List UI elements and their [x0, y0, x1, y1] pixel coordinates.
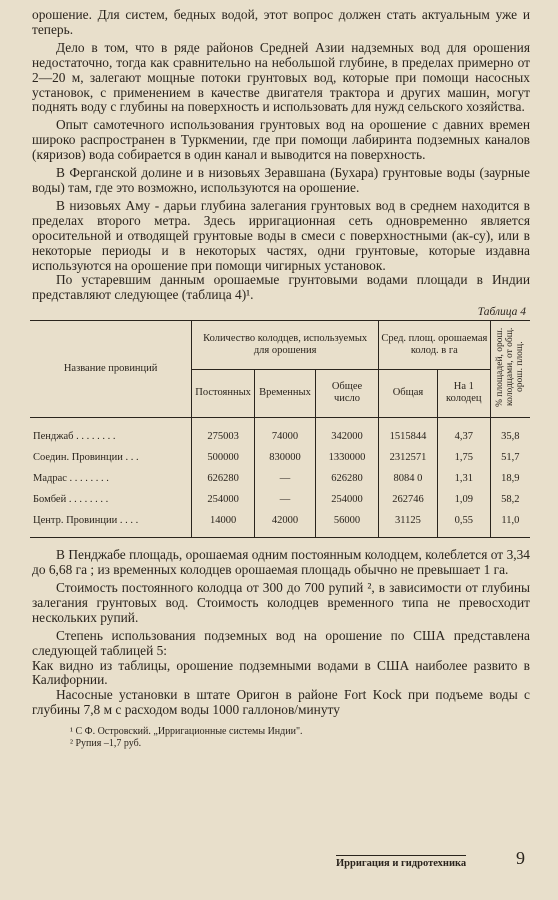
value-cell-per: 1,09: [437, 489, 490, 510]
value-cell-per: 1,31: [437, 468, 490, 489]
value-cell-temp: —: [254, 468, 315, 489]
paragraph: Как видно из таблицы, орошение подземными водами в США наиболее развито в Калифорнии.: [32, 657, 530, 688]
table-row: [30, 489, 530, 510]
value-cell-area: 262746: [379, 489, 438, 510]
value-cell-pct: 51,7: [490, 447, 530, 468]
table-header-row: [30, 321, 530, 370]
value-cell-perm: 275003: [192, 418, 255, 448]
header-temporary: Временных: [254, 369, 315, 418]
table-row: [30, 418, 530, 448]
value-cell-per: 0,55: [437, 510, 490, 538]
value-cell-total: 56000: [315, 510, 378, 538]
value-cell-temp: 42000: [254, 510, 315, 538]
footnotes: [32, 726, 530, 750]
paragraph: В низовьях Аму - дарьи глубина залегания грунтовых вод в среднем находится в пределах второго метра. Здесь ирригационная сеть одновременно является оросительной и отводящей грунтовые воды в смеси с поверхностными (ак-су), или в некоторые периоды и в некоторых частях, одни грунтовые, которые издавна используются на орошение при помощи чигирных установок.: [32, 197, 530, 273]
header-area-total: Общая: [379, 369, 438, 418]
paragraph: В Пенджабе площадь, орошаемая одним постоянным колодцем, колеблется от 3,34 до 6,68 га ; из временных колодцев орошаемая площадь обычно не превышает 1 га.: [32, 547, 530, 578]
table-row: [30, 447, 530, 468]
province-cell: Пенджаб . . . . . . . .: [33, 430, 116, 442]
value-cell-per: 1,75: [437, 447, 490, 468]
value-cell-temp: 830000: [254, 447, 315, 468]
value-cell-pct: 18,9: [490, 468, 530, 489]
running-footer: Ирригация и гидротехника: [336, 855, 466, 869]
data-table: [30, 320, 530, 538]
paragraph: В Ферганской долине и в низовьях Зеравшана (Бухара) грунтовые воды (заурные воды) там, где это возможно, используются на орошение.: [32, 165, 530, 195]
value-cell-perm: 254000: [192, 489, 255, 510]
paragraph: По устаревшим данным орошаемые грунтовыми водами площади в Индии представляют следующее (таблица 4)¹.: [32, 272, 530, 303]
paragraph: Опыт самотечного использования грунтовых вод на орошение с давних времен широко распространен в Туркмении, где при помощи лабиринта подземных каналов (кяризов) вода собирается в один канал и выводится на поверхность.: [32, 117, 530, 163]
value-cell-temp: 74000: [254, 418, 315, 448]
table-caption: Таблица 4: [477, 306, 526, 319]
header-area-group: Сред. площ. орошаемая колод. в га: [379, 321, 491, 370]
table-row: [30, 468, 530, 489]
value-cell-perm: 626280: [192, 468, 255, 489]
value-cell-total: 626280: [315, 468, 378, 489]
value-cell-perm: 14000: [192, 510, 255, 538]
province-cell: Бомбей . . . . . . . .: [33, 493, 109, 505]
paragraph: Стоимость постоянного колодца от 300 до 700 рупий ², в зависимости от глубины залегания грунтовых вод. Стоимость колодцев временного типа не превосходит нескольких рупий.: [32, 580, 530, 625]
value-cell-perm: 500000: [192, 447, 255, 468]
header-province: Название провинций: [30, 321, 192, 418]
footnote: ¹ С Ф. Островский. „Ирригационные системы Индии".: [70, 726, 303, 738]
value-cell-total: 342000: [315, 418, 378, 448]
header-wells-group: Количество колодцев, используемых для орошения: [192, 321, 379, 370]
header-total: Общее число: [315, 369, 378, 418]
footnote: ² Рупия –1,7 руб.: [70, 738, 142, 750]
value-cell-total: 1330000: [315, 447, 378, 468]
value-cell-per: 4,37: [437, 418, 490, 448]
paragraph: Дело в том, что в ряде районов Средней Азии надземных вод для орошения недостаточно, тогда как сравнительно на небольшой глубине, в пределах примерно от 2—20 м, залегают мощные потоки грунтовых вод, которые при помощи насосных установок, с применением в качестве двигателя трактора и других машин, могут поднять воду с глубины на поверхность и использовать для нужд сельского хозяйства.: [32, 39, 530, 115]
value-cell-total: 254000: [315, 489, 378, 510]
header-percent: % площадей, орош. колодцами, от общ. орош. площ.: [490, 321, 530, 418]
value-cell-area: 31125: [379, 510, 438, 538]
value-cell-temp: —: [254, 489, 315, 510]
value-cell-area: 1515844: [379, 418, 438, 448]
value-cell-pct: 35,8: [490, 418, 530, 448]
province-cell: Мадрас . . . . . . . .: [33, 472, 109, 484]
value-cell-pct: 58,2: [490, 489, 530, 510]
header-permanent: Постоянных: [192, 369, 255, 418]
value-cell-pct: 11,0: [490, 510, 530, 538]
province-cell: Центр. Провинции . . . .: [33, 514, 139, 526]
paragraph: Насосные установки в штате Оригон в районе Fort Kock при подъеме воды с глубины 7,8 м с расходом воды 1000 галлонов/минуту: [32, 687, 530, 718]
value-cell-area: 8084 0: [379, 468, 438, 489]
paragraph: Степень использования подземных вод на орошение по США представлена следующей таблицей 5:: [32, 627, 530, 658]
page-number: 9: [516, 848, 525, 868]
province-cell: Соедин. Провинции . . .: [33, 451, 139, 463]
table-row: [30, 510, 530, 538]
value-cell-area: 2312571: [379, 447, 438, 468]
header-area-per-well: На 1 колодец: [437, 369, 490, 418]
paragraph: орошение. Для систем, бедных водой, этот вопрос должен стать актуальным уже и теперь.: [32, 7, 530, 37]
